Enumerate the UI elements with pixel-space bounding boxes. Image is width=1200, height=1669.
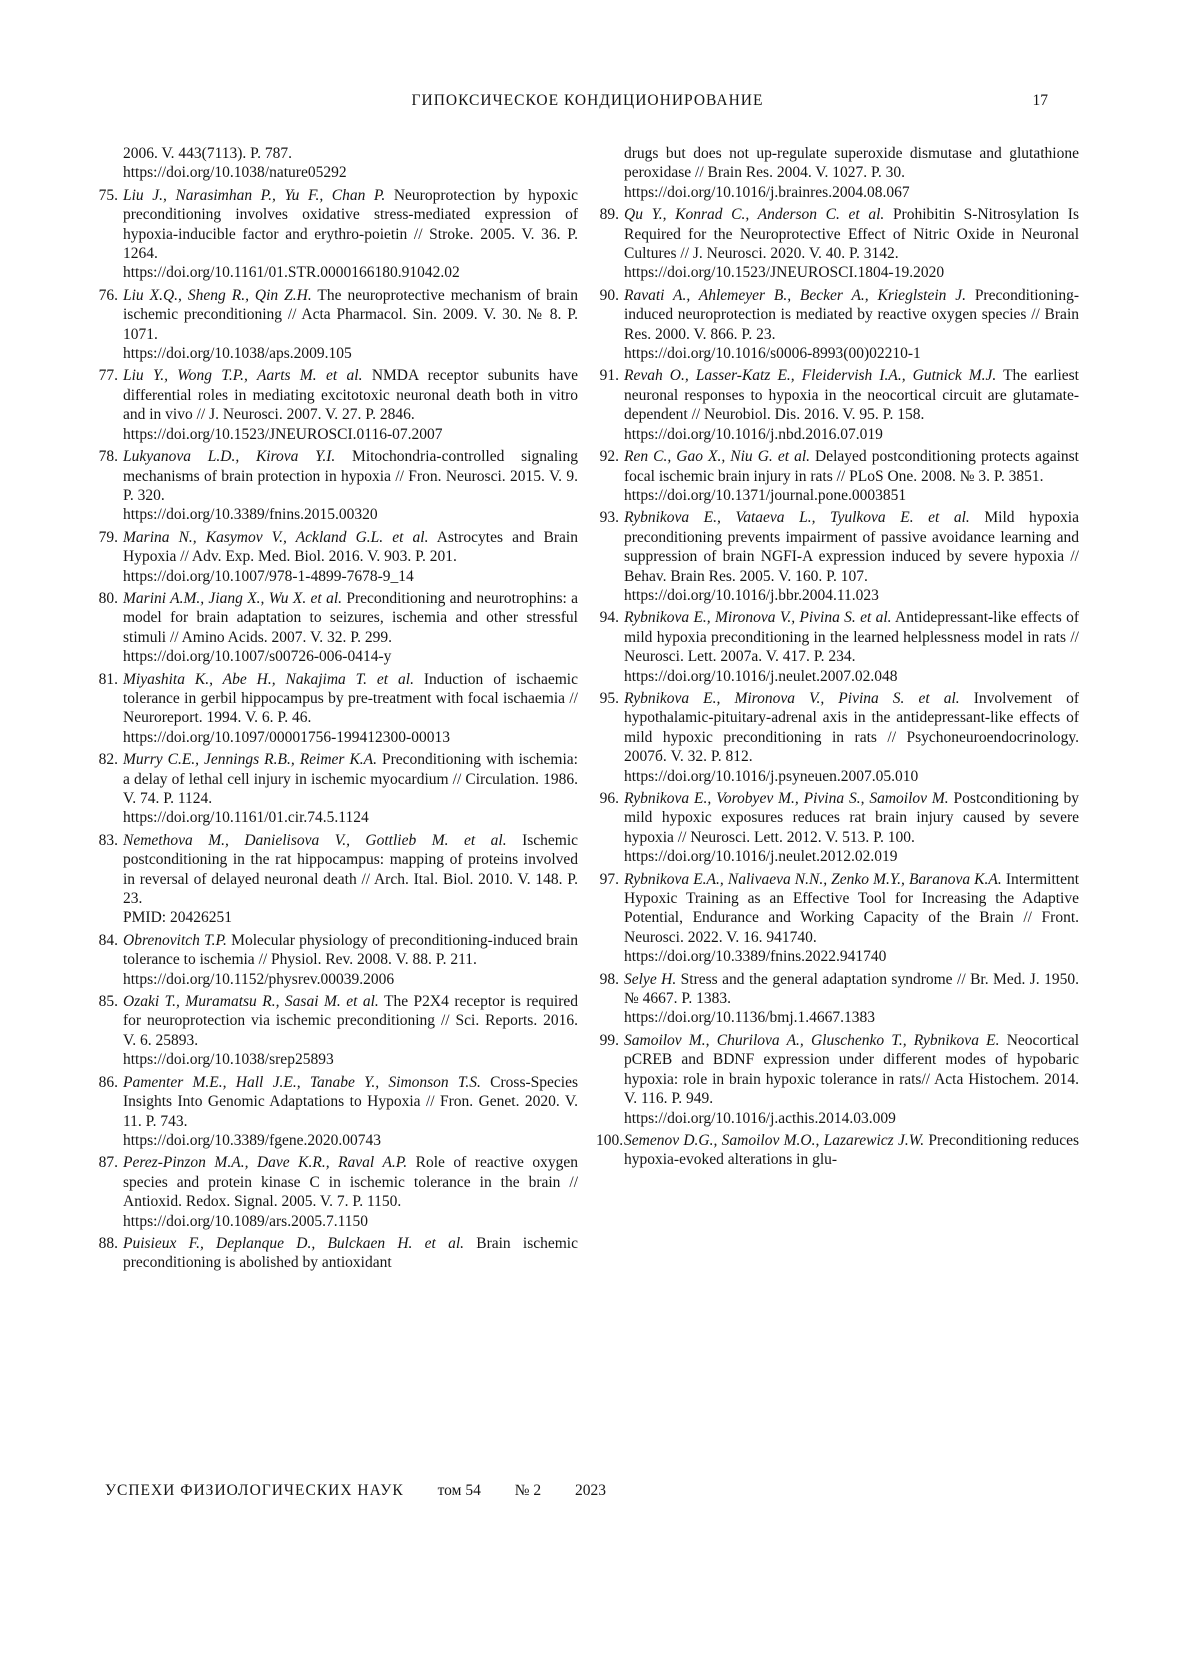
reference-text xyxy=(123,750,578,828)
reference-authors: Rybnikova E., Vataeva L., Tyulkova E. et al. xyxy=(624,509,970,527)
reference-item-89 xyxy=(596,205,1079,283)
reference-number: 96. xyxy=(599,790,619,807)
reference-item-80 xyxy=(95,589,578,667)
reference-item-82 xyxy=(95,750,578,828)
reference-doi-link[interactable]: https://doi.org/10.1161/01.STR.0000166180.91042.02 xyxy=(123,264,460,282)
reference-item-95 xyxy=(596,689,1079,786)
reference-number: 86. xyxy=(98,1073,118,1091)
reference-item-100 xyxy=(596,1131,1079,1170)
reference-doi-link[interactable]: https://doi.org/10.1136/bmj.1.4667.1383 xyxy=(624,1009,876,1027)
reference-body: Ischemic postconditioning in the rat hippocampus: mapping of proteins involved in reversal of delayed neuronal death // Arch. Ital. Biol. 2010. V. 148. P. 23. xyxy=(123,831,579,908)
reference-text xyxy=(123,1153,578,1231)
reference-doi-link[interactable]: https://doi.org/10.1016/j.neulet.2012.02.019 xyxy=(624,848,898,866)
footer-issue: № 2 xyxy=(514,1482,542,1499)
reference-body: Brain ischemic preconditioning is abolished by antioxidant xyxy=(123,1234,578,1272)
reference-item-83 xyxy=(95,831,578,928)
reference-doi-link[interactable]: https://doi.org/10.1523/JNEUROSCI.0116-07.2007 xyxy=(123,425,443,443)
reference-number: 87. xyxy=(98,1154,118,1172)
reference-number: 95. xyxy=(599,689,619,707)
reference-text xyxy=(624,144,1079,202)
reference-body: NMDA receptor subunits have differential roles in mediating excitotoxic neuronal death both in vitro and in vivo // J. Neurosci. 2007. V. 27. P. 2846. xyxy=(123,367,579,424)
reference-text xyxy=(123,1234,578,1273)
reference-number: 79. xyxy=(98,528,118,546)
reference-columns xyxy=(95,144,1080,1276)
reference-doi-link[interactable]: https://doi.org/10.1016/j.nbd.2016.07.019 xyxy=(624,425,883,443)
reference-authors: Liu X.Q., Sheng R., Qin Z.H. xyxy=(123,286,312,304)
reference-number: 77. xyxy=(98,367,118,385)
reference-item-90 xyxy=(596,286,1079,364)
reference-authors: Rybnikova E.A., Nalivaeva N.N., Zenko M.Y., Baranova K.A. xyxy=(624,870,1002,888)
reference-text xyxy=(624,689,1079,786)
reference-authors: Revah O., Lasser-Katz E., Fleidervish I.A., Gutnick M.J. xyxy=(624,367,997,385)
reference-number: 90. xyxy=(599,286,619,304)
reference-authors: Perez-Pinzon M.A., Dave K.R., Raval A.P. xyxy=(123,1154,408,1172)
reference-item-85 xyxy=(95,992,578,1070)
reference-text xyxy=(624,366,1079,444)
reference-body: The P2X4 receptor is required for neuroprotection via ischemic preconditioning // Sci. Reports. 2016. V. 6. 25893. xyxy=(123,993,578,1049)
reference-number: 78. xyxy=(98,448,118,466)
running-head-title: ГИПОКСИЧЕСКОЕ КОНДИЦИОНИРОВАНИЕ xyxy=(411,92,764,109)
footer-journal-name: УСПЕХИ ФИЗИОЛОГИЧЕСКИХ НАУК xyxy=(105,1482,404,1499)
reference-item-76 xyxy=(95,286,578,364)
reference-text xyxy=(123,528,578,586)
reference-text xyxy=(624,508,1079,605)
reference-item-77 xyxy=(95,366,578,444)
reference-text xyxy=(123,931,578,989)
reference-column-left xyxy=(95,144,578,1276)
reference-item-97 xyxy=(596,870,1079,967)
reference-text xyxy=(624,608,1079,686)
reference-text xyxy=(624,870,1079,967)
page xyxy=(95,92,1080,1276)
reference-body: Intermittent Hypoxic Training as an Effective Tool for Increasing the Adaptive Potential, Endurance and Working Capacity of the Brain // Front. Neurosci. 2022. V. 16. 941740. xyxy=(624,870,1080,946)
reference-item-81 xyxy=(95,670,578,748)
reference-body: Delayed postconditioning protects against focal ischemic brain injury in rats // PLoS One. 2008. № 3. P. 3851. xyxy=(624,448,1079,485)
footer-volume: том 54 xyxy=(437,1482,481,1499)
reference-authors: Ozaki T., Muramatsu R., Sasai M. et al. xyxy=(123,993,379,1011)
reference-text xyxy=(123,144,578,183)
reference-number: 98. xyxy=(599,970,619,988)
reference-text xyxy=(123,186,578,283)
reference-doi-link[interactable]: https://doi.org/10.1007/978-1-4899-7678-9_14 xyxy=(123,567,414,585)
reference-number: 94. xyxy=(599,609,619,627)
reference-item-96 xyxy=(596,789,1079,867)
reference-authors: Rybnikova E., Mironova V., Pivina S. et al. xyxy=(624,609,892,627)
reference-body: Neocortical pCREB and BDNF expression under different modes of hypobaric hypoxia: role in brain hypoxic tolerance in rats// Acta Histochem. 2014. V. 116. P. 949. xyxy=(624,1031,1080,1108)
reference-body: Antidepressant-like effects of mild hypoxia preconditioning in the learned helplessness model in rats // Neurosci. Lett. 2007a. V. 417. P. 234. xyxy=(624,609,1079,666)
reference-authors: Obrenovitch T.P. xyxy=(123,931,227,949)
reference-doi-link[interactable]: https://doi.org/10.3389/fnins.2015.00320 xyxy=(123,506,378,524)
reference-number: 82. xyxy=(98,751,118,769)
reference-body: The neuroprotective mechanism of brain ischemic preconditioning // Acta Pharmacol. Sin. 2009. V. 30. № 8. P. 1071. xyxy=(123,286,578,343)
reference-text xyxy=(624,1031,1079,1128)
reference-number: 84. xyxy=(98,931,118,949)
reference-authors: Liu J., Narasimhan P., Yu F., Chan P. xyxy=(123,186,386,204)
reference-text xyxy=(123,1073,578,1151)
reference-authors: Lukyanova L.D., Kirova Y.I. xyxy=(123,448,336,466)
reference-doi-link[interactable]: https://doi.org/10.1038/nature05292 xyxy=(123,164,347,182)
reference-item-79 xyxy=(95,528,578,586)
reference-authors: Selye H. xyxy=(624,970,677,988)
reference-body: Involvement of hypothalamic-pituitary-adrenal axis in the antidepressant-like effects of mild hypoxic preconditioning in rats // Psychoneuroendocrinology. 2007б. V. 32. P. 812. xyxy=(624,689,1079,766)
reference-body: The earliest neuronal responses to hypoxia in the neocortical circuit are glutamate-dependent // Neurobiol. Dis. 2016. V. 95. P. 158. xyxy=(624,367,1079,424)
reference-number xyxy=(95,144,123,183)
reference-number: 92. xyxy=(599,448,619,466)
reference-authors: Marini A.M., Jiang X., Wu X. et al. xyxy=(123,589,342,607)
reference-text xyxy=(123,831,578,928)
reference-number: 89. xyxy=(599,206,619,224)
page-number: 17 xyxy=(1032,92,1048,109)
reference-number: 100. xyxy=(596,1131,624,1149)
reference-item-87 xyxy=(95,1153,578,1231)
reference-doi-link[interactable]: https://doi.org/10.1016/j.bbr.2004.11.023 xyxy=(624,586,879,604)
reference-body: Mild hypoxia preconditioning prevents impairment of passive avoidance learning and suppression of brain NGFI-A expression induced by severe hypoxia // Behav. Brain Res. 2005. V. 160. P. 107. xyxy=(624,509,1079,585)
reference-text xyxy=(123,366,578,444)
reference-doi-link[interactable]: https://doi.org/10.1007/s00726-006-0414-y xyxy=(123,648,392,666)
reference-text xyxy=(624,1131,1079,1170)
reference-authors: Semenov D.G., Samoilov M.O., Lazarewicz J.W. xyxy=(624,1131,925,1149)
reference-text xyxy=(624,447,1079,505)
reference-doi-link[interactable]: https://doi.org/10.1089/ars.2005.7.1150 xyxy=(123,1212,368,1230)
reference-item-93 xyxy=(596,508,1079,605)
reference-body: Molecular physiology of preconditioning-induced brain tolerance to ischemia // Physiol. Rev. 2008. V. 88. P. 211. xyxy=(123,931,578,969)
reference-doi-link[interactable]: https://doi.org/10.1152/physrev.00039.2006 xyxy=(123,970,395,988)
reference-authors: Liu Y., Wong T.P., Aarts M. et al. xyxy=(123,367,363,385)
reference-number: 80. xyxy=(98,589,118,607)
reference-text xyxy=(624,286,1079,364)
reference-body: Cross-Species Insights Into Genomic Adaptations to Hypoxia // Fron. Genet. 2020. V. 11. P. 743. xyxy=(123,1073,578,1130)
reference-authors: Ren C., Gao X., Niu G. et al. xyxy=(624,448,810,466)
reference-number: 93. xyxy=(599,509,619,527)
reference-body: Induction of ischaemic tolerance in gerbil hippocampus by pre-treatment with focal ischaemia // Neuroreport. 1994. V. 6. P. 46. xyxy=(123,670,578,727)
reference-doi-link[interactable]: https://doi.org/10.1371/journal.pone.0003851 xyxy=(624,486,907,504)
reference-body: Postconditioning by mild hypoxic exposures reduces rat brain injury caused by severe hypoxia // Neurosci. Lett. 2012. V. 513. P. 100. xyxy=(624,790,1079,846)
reference-body: Stress and the general adaptation syndrome // Br. Med. J. 1950. № 4667. P. 1383. xyxy=(624,970,1080,1008)
reference-item-continued xyxy=(596,144,1079,202)
reference-body: drugs but does not up-regulate superoxide dismutase and glutathione peroxidase // Brain Res. 2004. V. 1027. P. 30. xyxy=(624,145,1079,182)
reference-number: 88. xyxy=(98,1234,118,1252)
reference-authors: Murry C.E., Jennings R.B., Reimer K.A. xyxy=(123,751,378,769)
reference-item-75 xyxy=(95,186,578,283)
reference-item-88 xyxy=(95,1234,578,1273)
reference-doi-link[interactable]: https://doi.org/10.1016/j.psyneuen.2007.05.010 xyxy=(624,767,919,785)
reference-authors: Qu Y., Konrad C., Anderson C. et al. xyxy=(624,206,885,224)
reference-text xyxy=(624,970,1079,1028)
reference-authors: Nemethova M., Danielisova V., Gottlieb M. et al. xyxy=(123,831,507,849)
reference-doi-link[interactable]: https://doi.org/10.1038/srep25893 xyxy=(123,1051,334,1069)
reference-item-94 xyxy=(596,608,1079,686)
reference-body: Preconditioning and neurotrophins: a model for brain adaptation to seizures, ischemia and other stressful stimuli // Amino Acids. 2007. V. 32. P. 299. xyxy=(123,589,578,646)
reference-pmid: PMID: 20426251 xyxy=(123,909,232,927)
reference-body: Preconditioning with ischemia: a delay of lethal cell injury in ischemic myocardium // Circulation. 1986. V. 74. P. 1124. xyxy=(123,751,578,807)
reference-item-84 xyxy=(95,931,578,989)
reference-authors: Marina N., Kasymov V., Ackland G.L. et al. xyxy=(123,528,429,546)
reference-text xyxy=(624,789,1079,867)
reference-doi-link[interactable]: https://doi.org/10.1097/00001756-199412300-00013 xyxy=(123,728,450,746)
reference-number: 76. xyxy=(98,286,118,304)
reference-body: Preconditioning reduces hypoxia-evoked alterations in glu- xyxy=(624,1131,1079,1169)
reference-text xyxy=(123,670,578,748)
reference-number: 83. xyxy=(98,831,118,849)
reference-number: 91. xyxy=(599,367,619,385)
reference-body: Preconditioning-induced neuroprotection is mediated by reactive oxygen species // Brain Res. 2000. V. 866. P. 23. xyxy=(624,286,1079,343)
reference-item-continued xyxy=(95,144,578,183)
reference-item-86 xyxy=(95,1073,578,1151)
reference-doi-link[interactable]: https://doi.org/10.1016/j.neulet.2007.02.048 xyxy=(624,667,898,685)
reference-column-right xyxy=(596,144,1079,1173)
reference-authors: Rybnikova E., Vorobyev M., Pivina S., Samoilov M. xyxy=(624,790,949,807)
reference-body: 2006. V. 443(7113). P. 787. xyxy=(123,145,292,162)
reference-number: 75. xyxy=(98,186,118,204)
reference-text xyxy=(123,447,578,525)
reference-text xyxy=(123,992,578,1070)
reference-text xyxy=(624,205,1079,283)
reference-number: 97. xyxy=(599,870,619,888)
reference-doi-link[interactable]: https://doi.org/10.1016/j.brainres.2004.08.067 xyxy=(624,183,910,201)
reference-number xyxy=(596,144,624,202)
reference-doi-link[interactable]: https://doi.org/10.3389/fnins.2022.941740 xyxy=(624,948,887,966)
reference-authors: Puisieux F., Deplanque D., Bulckaen H. et al. xyxy=(123,1234,464,1252)
reference-number: 99. xyxy=(599,1031,619,1049)
reference-body: Role of reactive oxygen species and protein kinase C in ischemic tolerance in the brain // Antioxid. Redox. Signal. 2005. V. 7. P. 1150. xyxy=(123,1154,578,1211)
reference-item-98 xyxy=(596,970,1079,1028)
reference-authors: Pamenter M.E., Hall J.E., Tanabe Y., Simonson T.S. xyxy=(123,1073,481,1091)
reference-doi-link[interactable]: https://doi.org/10.1016/j.acthis.2014.03.009 xyxy=(624,1109,896,1127)
footer xyxy=(105,1482,606,1500)
reference-doi-link[interactable]: https://doi.org/10.3389/fgene.2020.00743 xyxy=(123,1131,382,1149)
reference-body: Astrocytes and Brain Hypoxia // Adv. Exp. Med. Biol. 2016. V. 903. P. 201. xyxy=(123,528,578,566)
reference-item-91 xyxy=(596,366,1079,444)
reference-text xyxy=(123,286,578,364)
reference-number: 85. xyxy=(98,993,118,1011)
reference-doi-link[interactable]: https://doi.org/10.1523/JNEUROSCI.1804-19.2020 xyxy=(624,264,945,282)
reference-authors: Miyashita K., Abe H., Nakajima T. et al. xyxy=(123,670,414,688)
reference-item-99 xyxy=(596,1031,1079,1128)
reference-authors: Rybnikova E., Mironova V., Pivina S. et al. xyxy=(624,689,960,707)
reference-authors: Ravati A., Ahlemeyer B., Becker A., Krieglstein J. xyxy=(624,286,966,304)
reference-body: Prohibitin S-Nitrosylation Is Required for the Neuroprotective Effect of Nitric Oxide in Neuronal Cultures // J. Neurosci. 2020. V. 40. P. 3142. xyxy=(624,206,1079,263)
reference-doi-link[interactable]: https://doi.org/10.1161/01.cir.74.5.1124 xyxy=(123,809,369,827)
reference-body: Mitochondria-controlled signaling mechanisms of brain protection in hypoxia // Fron. Neurosci. 2015. V. 9. P. 320. xyxy=(123,448,578,504)
reference-number: 81. xyxy=(98,670,118,688)
running-head xyxy=(95,92,1080,110)
reference-item-78 xyxy=(95,447,578,525)
reference-text xyxy=(123,589,578,667)
reference-item-92 xyxy=(596,447,1079,505)
footer-year: 2023 xyxy=(575,1482,606,1499)
reference-doi-link[interactable]: https://doi.org/10.1016/s0006-8993(00)02210-1 xyxy=(624,345,921,363)
reference-body: Neuroprotection by hypoxic preconditioning involves oxidative stress-mediated expression of hypoxia-inducible factor and erythro-poietin // Stroke. 2005. V. 36. P. 1264. xyxy=(123,186,579,263)
reference-doi-link[interactable]: https://doi.org/10.1038/aps.2009.105 xyxy=(123,345,352,363)
reference-authors: Samoilov M., Churilova A., Gluschenko T., Rybnikova E. xyxy=(624,1031,1000,1049)
